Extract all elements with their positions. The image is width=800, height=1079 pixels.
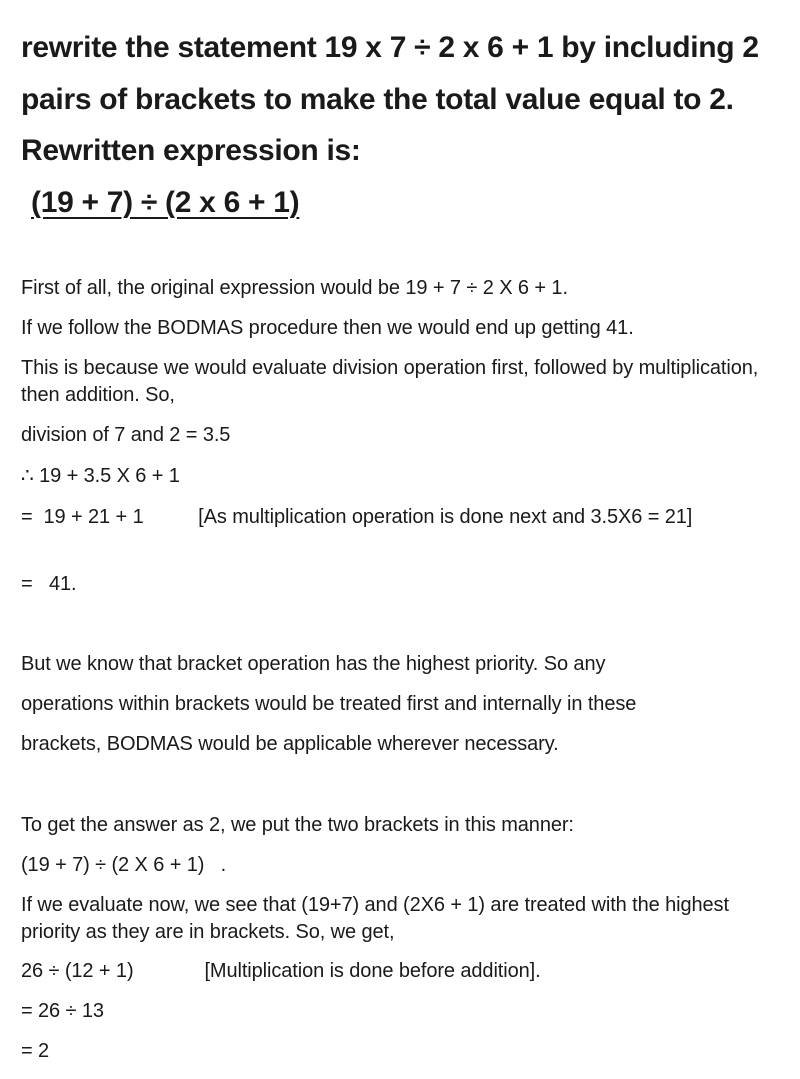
explanation-line-14: 26 ÷ (12 + 1) [Multiplication is done before addition]. [21, 960, 541, 982]
explanation-line-6: = 19 + 21 + 1 [As multiplication operation is done next and 3.5X6 = 21] [21, 506, 693, 528]
explanation-line-13: If we evaluate now, we see that (19+7) and (2X6 + 1) are treated with the highest priority as they are in brackets. So, we get, [21, 894, 735, 943]
explanation-line-2: If we follow the BODMAS procedure then we would end up getting 41. [21, 317, 634, 339]
explanation-line-16: = 2 [21, 1040, 50, 1062]
explanation-line-12: (19 + 7) ÷ (2 X 6 + 1) . [21, 854, 227, 876]
explanation-line-9: operations within brackets would be treated first and internally in these [21, 693, 637, 715]
explanation-line-11: To get the answer as 2, we put the two brackets in this manner: [21, 814, 574, 836]
question-heading [21, 22, 781, 228]
explanation-line-4: division of 7 and 2 = 3.5 [21, 424, 231, 446]
explanation-line-15: = 26 ÷ 13 [21, 1000, 104, 1022]
explanation-line-5: ∴ 19 + 3.5 X 6 + 1 [21, 465, 180, 487]
rewritten-expression: (19 + 7) ÷ (2 x 6 + 1) [31, 185, 300, 219]
explanation-line-7: = 41. [21, 573, 77, 595]
explanation-line-10: brackets, BODMAS would be applicable wherever necessary. [21, 733, 559, 755]
explanation-line-3: This is because we would evaluate division operation first, followed by multiplication, then addition. So, [21, 357, 764, 406]
explanation-line-1: First of all, the original expression would be 19 + 7 ÷ 2 X 6 + 1. [21, 277, 568, 299]
explanation-line-8: But we know that bracket operation has the highest priority. So any [21, 653, 606, 675]
question-text: rewrite the statement 19 x 7 ÷ 2 x 6 + 1 by including 2 pairs of brackets to make the total value equal to 2. Rewritten expression is: [21, 31, 759, 167]
